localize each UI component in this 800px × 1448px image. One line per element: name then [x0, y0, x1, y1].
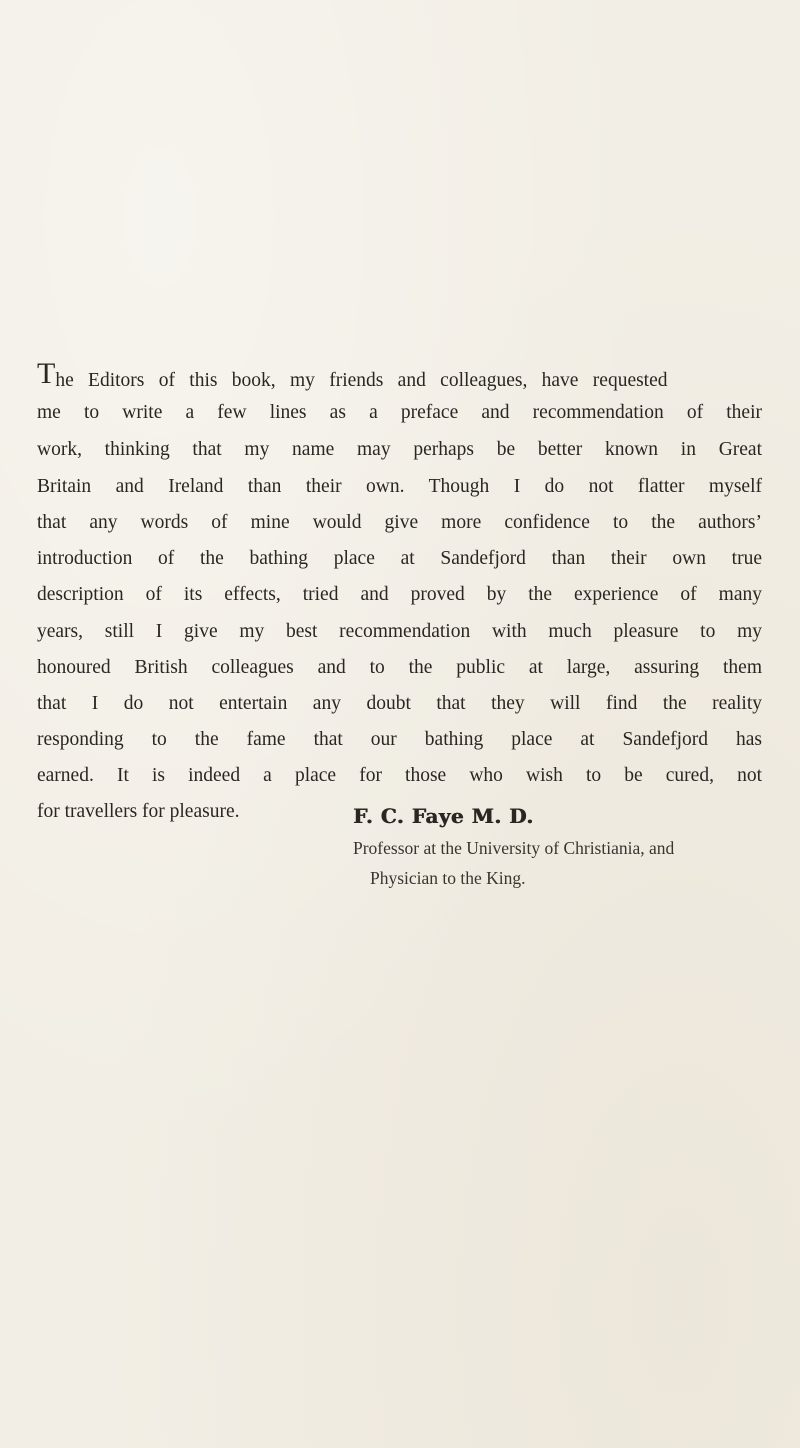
preface-line-8-text: years, still I give my best recommendation with much pleasure to my	[37, 621, 762, 642]
preface-line-3-text: work, thinking that my name may perhaps be better known in Great	[37, 439, 762, 460]
preface-line-10	[37, 687, 762, 721]
signature-title-line-1: Professor at the University of Christiania, and	[353, 838, 675, 858]
preface-line-1-text: he Editors of this book, my friends and colleagues, have requested	[55, 370, 668, 391]
drop-cap: T	[37, 357, 56, 390]
signature-title-line-2: Physician to the King.	[370, 868, 526, 888]
preface-line-6	[37, 542, 762, 576]
preface-line-7-text: description of its effects, tried and proved by the experience of many	[37, 584, 762, 605]
preface-line-1	[37, 357, 762, 396]
preface-line-3	[37, 433, 762, 467]
signature-name: F. C. Faye M. D.	[353, 804, 534, 828]
preface-line-8	[37, 615, 762, 649]
preface-line-11-text: responding to the fame that our bathing place at Sandefjord has	[37, 729, 762, 750]
preface-line-2	[37, 396, 762, 430]
preface-line-13-text: for travellers for pleasure.	[37, 801, 240, 822]
preface-line-9	[37, 651, 762, 685]
preface-line-10-text: that I do not entertain any doubt that they will find the reality	[37, 693, 762, 714]
preface-line-4	[37, 470, 762, 504]
preface-line-4-text: Britain and Ireland than their own. Though I do not flatter myself	[37, 476, 762, 497]
preface-line-2-text: me to write a few lines as a preface and recommendation of their	[37, 402, 762, 423]
preface-line-12	[37, 759, 762, 793]
preface-line-11	[37, 723, 762, 757]
preface-line-6-text: introduction of the bathing place at Sandefjord than their own true	[37, 548, 762, 569]
preface-line-5	[37, 506, 762, 540]
preface-line-text	[37, 357, 668, 396]
preface-line-12-text: earned. It is indeed a place for those who wish to be cured, not	[37, 765, 762, 786]
preface-line-9-text: honoured British colleagues and to the public at large, assuring them	[37, 657, 762, 678]
preface-line-7	[37, 578, 762, 612]
preface-line-5-text: that any words of mine would give more confidence to the authors’	[37, 512, 762, 533]
